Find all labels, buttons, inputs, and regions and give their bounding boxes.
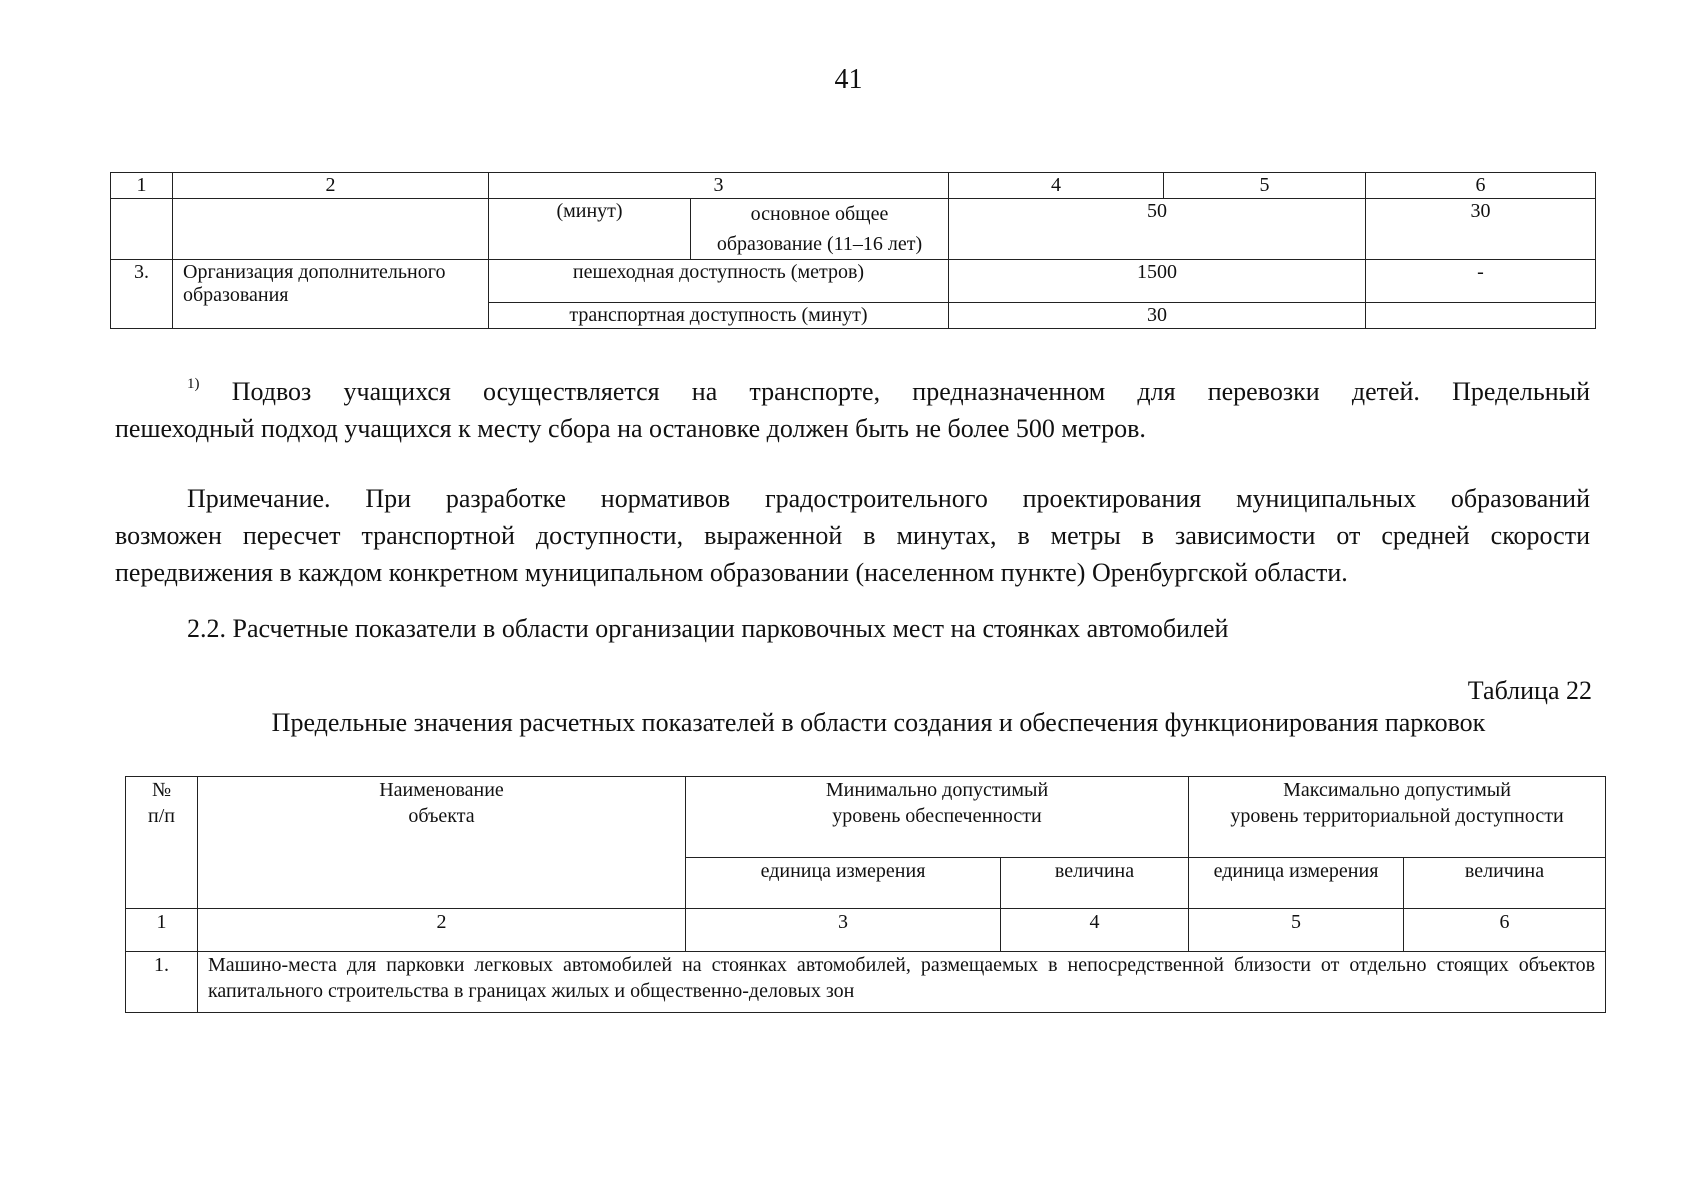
header-min-level: Минимально допустимый уровень обеспеченности: [686, 777, 1189, 858]
section-heading: 2.2. Расчетные показатели в области организации парковочных мест на стоянках автомобилей: [187, 614, 1229, 643]
cell-value-6: 30: [1366, 199, 1596, 260]
cell-value: 30: [949, 303, 1366, 329]
row-group-title: Машино-места для парковки легковых автомобилей на стоянках автомобилей, размещаемых в непосредственной близости от отдельно стоящих объектов капитального строительства в границах жилых и общественно-деловых зон: [198, 952, 1606, 1013]
continued-table: [110, 172, 1596, 329]
cell-basic-education: основное общее образование (11–16 лет): [691, 199, 949, 260]
col-num-3: 3: [489, 173, 949, 199]
cell-value: 1500: [949, 260, 1366, 303]
table-row: [111, 260, 1596, 303]
parking-table: [125, 776, 1606, 1013]
column-number-row: [126, 909, 1606, 952]
row-number: 1.: [126, 952, 198, 1013]
col-num-5: 5: [1189, 909, 1404, 952]
cell-value-6: -: [1366, 260, 1596, 303]
row-name: Организация дополнительного образования: [173, 260, 489, 329]
header-number: № п/п: [126, 777, 198, 909]
cell-walking: пешеходная доступность (метров): [489, 260, 949, 303]
header-value-2: величина: [1404, 858, 1606, 909]
table-title: Предельные значения расчетных показателей в области создания и обеспечения функционирования парковок: [271, 708, 1486, 737]
header-unit: единица измерения: [686, 858, 1001, 909]
col-num-2: 2: [173, 173, 489, 199]
col-num-4: 4: [949, 173, 1164, 199]
col-num-4: 4: [1001, 909, 1189, 952]
note: Примечание. При разработке нормативов градостроительного проектирования муниципальных образований возможен пересчет транспортной доступности, выраженной в минутах, в метры в зависимости от средней скорости передвижения в каждом конкретном муниципальном образовании (населенном пункте) Оренбургской области.: [115, 484, 1590, 587]
header-name: Наименование объекта: [198, 777, 686, 909]
page-number: 41: [834, 64, 863, 95]
footnote-mark: 1): [187, 376, 200, 392]
header-value: величина: [1001, 858, 1189, 909]
table-row: [111, 199, 1596, 260]
col-num-1: 1: [111, 173, 173, 199]
col-num-6: 6: [1366, 173, 1596, 199]
col-num-3: 3: [686, 909, 1001, 952]
col-num-2: 2: [198, 909, 686, 952]
col-num-5: 5: [1164, 173, 1366, 199]
footnote: $^{1)}$ Подвоз учащихся осуществляется на транспорте, предназначенном для перевозки детей. Предельный пешеходный подход учащихся к месту сбора на остановке должен быть не более 500 метров.: [115, 376, 1590, 443]
table-caption: Таблица 22: [1467, 676, 1592, 705]
cell-value: 50: [949, 199, 1366, 260]
header-max-level: Максимально допустимый уровень территориальной доступности: [1189, 777, 1606, 858]
header-unit-2: единица измерения: [1189, 858, 1404, 909]
table-row: [126, 952, 1606, 1013]
cell-value-6: [1366, 303, 1596, 329]
col-num-6: 6: [1404, 909, 1606, 952]
row-number: 3.: [111, 260, 173, 329]
cell-minutes: (минут): [489, 199, 691, 260]
table-header-row: [111, 173, 1596, 199]
cell-transport: транспортная доступность (минут): [489, 303, 949, 329]
table-header-row: [126, 777, 1606, 858]
col-num-1: 1: [126, 909, 198, 952]
